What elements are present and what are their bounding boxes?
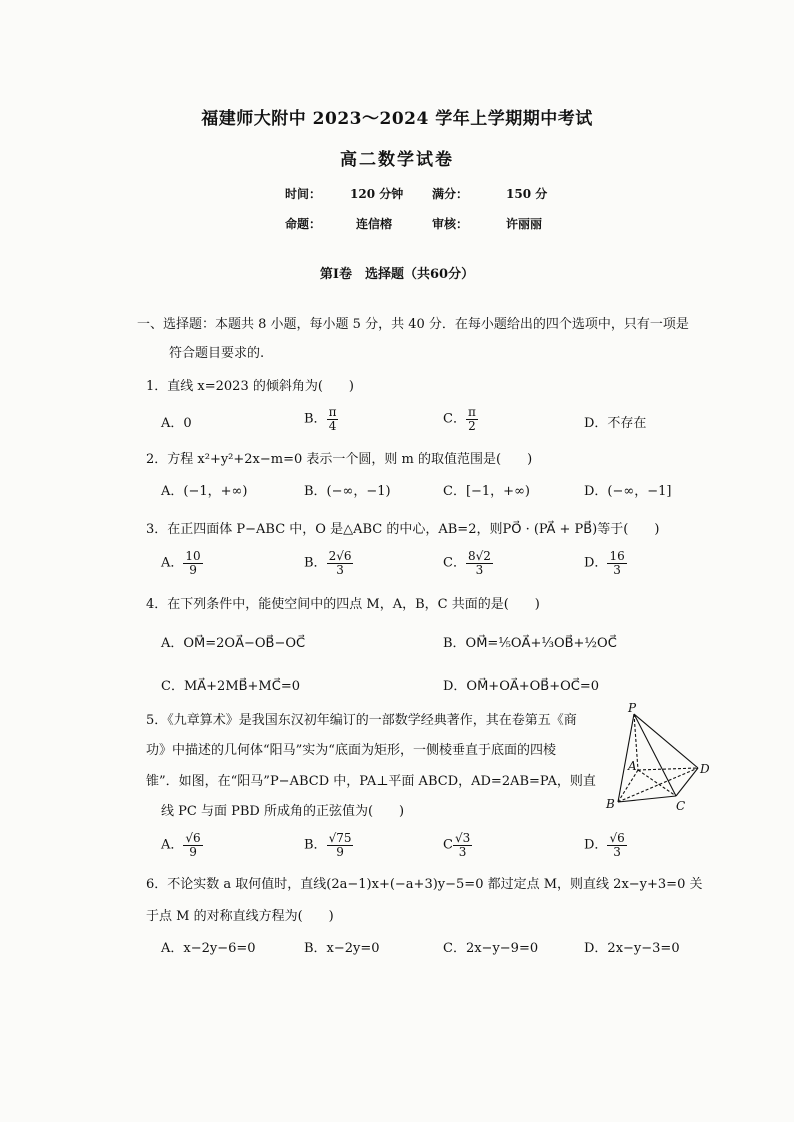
question-5-line1: 5．《九章算术》是我国东汉初年编订的一部数学经典著作，其在卷第五《商 (146, 713, 577, 728)
label-b: B (606, 797, 615, 811)
q4-option-d: D．OM⃗+OA⃗+OB⃗+OC⃗=0 (443, 679, 600, 694)
section-instruction-line2: 符合题目要求的. (169, 346, 265, 361)
time-label: 时间： (285, 187, 322, 201)
q1-option-d: D．不存在 (584, 416, 647, 431)
reviewer-value: 许丽丽 (506, 217, 543, 231)
question-5-line4: 线 PC 与面 PBD 所成角的正弦值为( ) (161, 804, 405, 819)
question-6-line2: 于点 M 的对称直线方程为( ) (146, 909, 334, 924)
pyramid-figure (598, 700, 716, 812)
q6-option-a: A．x−2y−6=0 (161, 941, 256, 956)
author-label: 命题： (285, 217, 322, 231)
question-3-stem: 3．在正四面体 P−ABC 中，O 是△ABC 的中心，AB=2，则PO⃗ · (PA⃗ + PB⃗)等于( ) (146, 522, 660, 537)
q3-option-b: B． $\frac{2√6}{3}$ (304, 549, 352, 577)
q3-option-d: D． $\frac{16}{3}$ (584, 549, 625, 577)
q3-option-c: C． $\frac{8√2}{3}$ (443, 549, 491, 577)
volume-title: 第Ⅰ卷 选择题（共60分） (319, 267, 475, 282)
q1-option-a: A．0 (161, 416, 192, 431)
edge-bc (618, 796, 676, 802)
edge-pd (634, 714, 698, 768)
edge-bd (618, 768, 698, 802)
q1-option-b: B． $\frac{\pi}{4}$ (304, 405, 337, 433)
q6-option-b: B．x−2y=0 (304, 941, 380, 956)
author-value: 连信榕 (356, 217, 393, 231)
q2-option-a: A．(−1，+∞) (161, 484, 248, 499)
q4-option-c: C．MA⃗+2MB⃗+MC⃗=0 (161, 679, 300, 694)
edge-ad (638, 768, 698, 770)
q2-option-d: D．(−∞，−1] (584, 484, 672, 499)
label-c: C (676, 799, 686, 812)
question-4-stem: 4．在下列条件中，能使空间中的四点 M，A，B，C 共面的是( ) (146, 597, 540, 612)
q2-option-c: C．[−1，+∞) (443, 484, 530, 499)
exam-title: 福建师大附中 2023～2024 学年上学期期中考试 (201, 109, 593, 129)
q5-option-c: C $\frac{√3}{3}$ (443, 831, 471, 859)
q5-option-d: D． $\frac{√6}{3}$ (584, 831, 625, 859)
question-1-stem: 1．直线 x=2023 的倾斜角为( ) (146, 379, 354, 394)
q1-option-c: C． $\frac{\pi}{2}$ (443, 405, 476, 433)
section-instruction-line1: 一、选择题：本题共 8 小题，每小题 5 分，共 40 分．在每小题给出的四个选项中，只有一项是 (137, 317, 689, 332)
question-6-line1: 6．不论实数 a 取何值时，直线(2a−1)x+(−a+3)y−5=0 都过定点 M，则直线 2x−y+3=0 关 (146, 877, 703, 892)
edge-ac (638, 770, 676, 796)
question-5-line3: 锥”．如图，在“阳马”P−ABCD 中，PA⊥平面 ABCD，AD=2AB=PA，则直 (146, 774, 596, 789)
exam-subtitle: 高二数学试卷 (340, 150, 454, 170)
q5-option-a: A． $\frac{√6}{9}$ (161, 831, 201, 859)
q5-option-b: B． $\frac{√75}{9}$ (304, 831, 352, 859)
edge-pc (634, 714, 676, 796)
label-a: A (628, 759, 637, 773)
q4-option-b: B．OM⃗=⅕OA⃗+⅓OB⃗+½OC⃗ (443, 636, 617, 651)
label-p: P (628, 701, 637, 715)
q2-option-b: B．(−∞，−1) (304, 484, 391, 499)
q3-option-a: A． $\frac{10}{9}$ (161, 549, 201, 577)
q6-option-d: D．2x−y−3=0 (584, 941, 680, 956)
q6-option-c: C．2x−y−9=0 (443, 941, 539, 956)
score-label: 满分： (432, 187, 469, 201)
q4-option-a: A．OM⃗=2OA⃗−OB⃗−OC⃗ (161, 636, 306, 651)
score-value: 150 分 (506, 187, 548, 201)
time-value: 120 分钟 (350, 187, 404, 201)
label-d: D (700, 762, 710, 776)
reviewer-label: 审核： (432, 217, 469, 231)
question-5-line2: 功》中描述的几何体“阳马”实为“底面为矩形，一侧棱垂直于底面的四棱 (146, 743, 556, 758)
question-2-stem: 2．方程 x²+y²+2x−m=0 表示一个圆，则 m 的取值范围是( ) (146, 452, 533, 467)
